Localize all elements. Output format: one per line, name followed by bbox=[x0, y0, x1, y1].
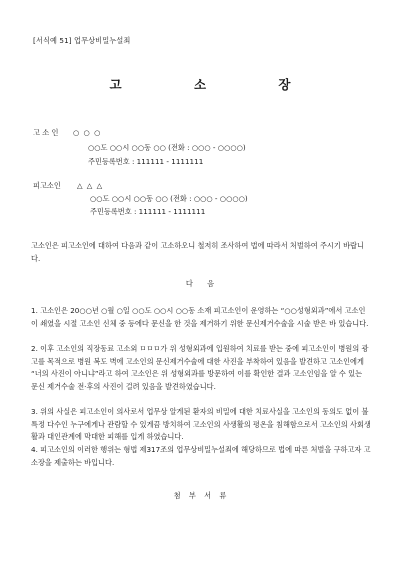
list-item-2: 2. 이후 고소인의 직장동료 고소외 ㅁㅁㅁ가 위 성형외과에 입원하여 치료를 받는 중에 피고소인이 병원의 광고를 목적으로 병원 복도 벽에 고소인의 문신제거수술에 대한 사진을 부착하여 있음을 발견하고 고소인에게 “너의 사진이 아니냐”라고 하여 고소인은 위 성형외과를 방문하여 이를 확인한 결과 고소인임을 알 수 있는 문신 제거수술 전·후의 사진이 걸려 있음을 발견하였습니다. bbox=[31, 344, 369, 391]
complainant-id-number: 주민등록번호 : 111111 - 1111111 bbox=[88, 157, 204, 166]
defendant-name: △ △ △ bbox=[77, 181, 104, 190]
defendant-id-number: 주민등록번호 : 111111 - 1111111 bbox=[90, 207, 206, 216]
list-item-4: 4. 피고소인의 이러한 행위는 형법 제317조의 업무상비밀누설죄에 해당하므로 법에 따른 처벌을 구하고자 고소장을 제출하는 바입니다. bbox=[31, 445, 371, 467]
complainant-address: ○○도 ○○시 ○○동 ○○ (전화 : ○○○ - ○○○○) bbox=[88, 143, 246, 152]
section-heading: 다 음 bbox=[185, 279, 221, 288]
intro-paragraph: 고소인은 피고소인에 대하여 다음과 같이 고소하오니 철저히 조사하여 법에 따라서 처벌하여 주시기 바랍니다. bbox=[31, 241, 364, 263]
form-id: [서식예 51] 업무상비밀누설죄 bbox=[33, 36, 131, 45]
list-item-3: 3. 위의 사실은 피고소인이 의사로서 업무상 알게된 환자의 비밀에 대한 치료사실을 고소인의 동의도 없이 불특정 다수인 누구에게나 관람할 수 있게끔 방치하여 고소인의 사생활의 평온을 침해함으로서 고소인의 사회생활과 대인관계에 막대한 피해를 입게 하였습니다. bbox=[31, 407, 371, 442]
complainant-label: 고 소 인 bbox=[33, 128, 59, 137]
attachments-heading: 첨 부 서 류 bbox=[173, 491, 230, 500]
defendant-label: 피고소인 bbox=[33, 181, 61, 190]
complainant-name: ○ ○ ○ bbox=[73, 128, 102, 137]
document-title: 고 소 장 bbox=[109, 77, 325, 92]
defendant-address: ○○도 ○○시 ○○동 ○○ (전화 : ○○○ - ○○○○) bbox=[90, 194, 248, 203]
list-item-1: 1. 고소인은 20○○년 ○월 ○일 ○○도 ○○시 ○○동 소재 피고소인이 운영하는 “○○성형외과”에서 고소인이 쇄였을 시절 고소인 신체 중 등에다 문신을 한 것을 제거하기 위한 문신제거수술을 시술 받은 바 있습니다. bbox=[31, 306, 369, 328]
